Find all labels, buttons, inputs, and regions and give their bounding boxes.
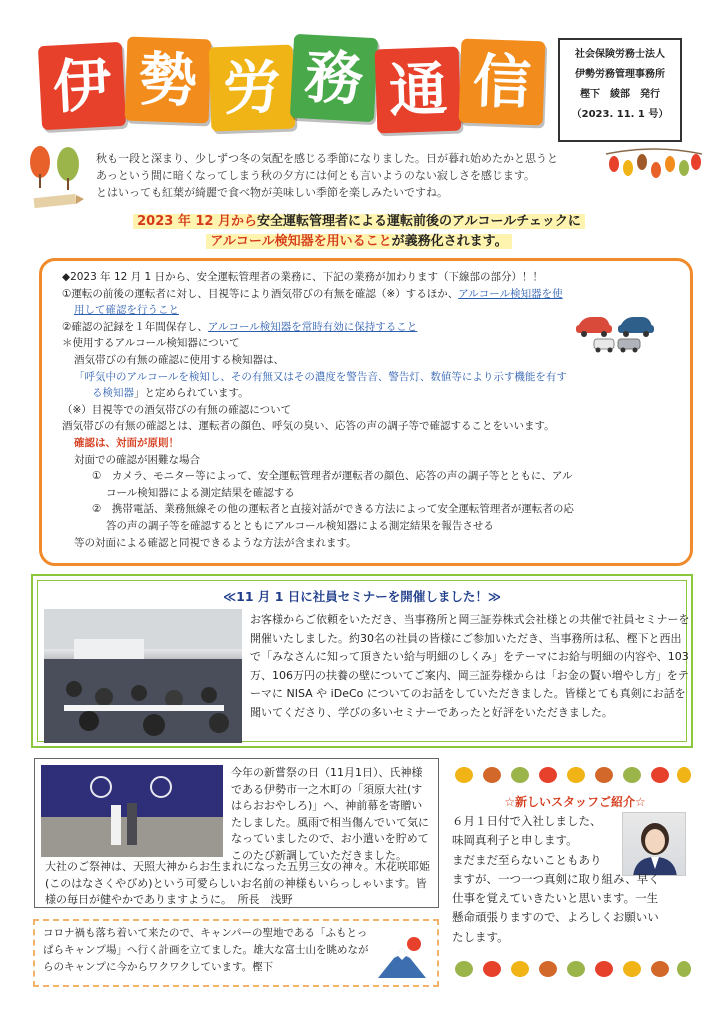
title-char-2: 勢 xyxy=(125,37,212,124)
notice-line: る検知器」と定められています。 xyxy=(92,387,249,400)
intro-line-2: あっという間に暗くなってしまう秋の夕方には何とも言いようのない寂しさを感じます。 xyxy=(96,169,536,182)
notice-line: ＊使用するアルコール検知器について xyxy=(62,337,240,350)
shrine-photo xyxy=(41,765,223,857)
staff-line: まだまだ至らないこともあり xyxy=(452,852,602,867)
car-icon xyxy=(574,311,656,355)
leaf-row-bottom-icon xyxy=(452,958,692,980)
notice-face-to-face: 確認は、対面が原則！ xyxy=(74,436,179,449)
headline-line2: が義務化されます。 xyxy=(391,234,508,249)
new-staff-title: ☆新しいスタッフご紹介☆ xyxy=(504,795,646,809)
notice-line: 用して確認を行うこと xyxy=(74,304,179,317)
notice-line: ① カメラ、モニター等によって、安全運転管理者が運転者の顔色、応答の声の調子等とともに、アル xyxy=(92,470,573,483)
seminar-photo-image xyxy=(44,609,242,743)
headline-emphasis: アルコール検知器を用いること xyxy=(210,234,392,249)
crayon-icon xyxy=(30,190,84,212)
notice-line: 等の対面による確認と同視できるような方法が含まれます。 xyxy=(74,536,357,549)
shrine-section xyxy=(34,758,439,908)
publisher-box xyxy=(558,38,682,142)
staff-line: たします。 xyxy=(452,929,509,944)
title-char-3: 労 xyxy=(209,45,296,132)
intro-line-3: とはいっても紅葉が綺麗で食べ物が美味しい季節を楽しみたいですね。 xyxy=(96,186,448,199)
autumn-tree-icon xyxy=(24,140,88,196)
staff-line: 懸命頑張りますので、よろしくお願いい xyxy=(452,910,659,925)
leaf-row-top-icon xyxy=(452,764,692,786)
mount-fuji-icon xyxy=(374,934,430,980)
headline-date: 2023 年 12 月から xyxy=(137,214,257,229)
notice-line: 対面での確認が困難な場合 xyxy=(74,453,200,466)
intro-text xyxy=(96,150,612,201)
shrine-bottom-text: 大社のご祭神は、天照大神からお生まれになった五男三女の神々。木花咲耶姫(このはなさくやびめ)という可愛らしいお名前の神様もいらっしゃいます。皆様の毎日が健やかでありますように。 所長 浅野 xyxy=(45,860,430,906)
camp-text: コロナ禍も落ち着いて来たので、キャンパーの聖地である「ふもとっぱらキャンプ場」へ行く計画を立てました。雄大な富士山を眺めながらのキャンプに今からワクワクしています。樫下 xyxy=(43,927,369,973)
notice-line: 酒気帯びの有無の確認に使用する検知器は、 xyxy=(74,353,284,366)
publisher-line3: 樫下 綾部 発行 xyxy=(580,89,660,100)
notice-line: （※）目視等での酒気帯びの有無の確認について xyxy=(62,403,292,416)
alcohol-check-notice xyxy=(39,258,693,566)
staff-line: ６月１日付で入社しました、 xyxy=(452,814,602,828)
notice-line: 答の声の調子等を確認するとともにアルコール検知器による測定結果を報告させる xyxy=(106,519,494,532)
notice-line: 酒気帯びの有無の確認とは、運転者の顔色、呼気の臭い、応答の声の調子等で確認することをいいます。 xyxy=(62,420,555,433)
publisher-line1: 社会保険労務士法人 xyxy=(575,49,665,60)
staff-line: ますが、一つ一つ真剣に取り組み、早く xyxy=(452,871,660,886)
title-char-4: 務 xyxy=(290,34,378,122)
notice-line: ② 携帯電話、業務無線その他の運転者と直接対話ができる方法によって安全運転管理者が運転者の応 xyxy=(92,503,574,516)
publisher-line2: 伊勢労務管理事務所 xyxy=(575,69,665,80)
staff-line: 味岡真利子と申します。 xyxy=(452,833,578,848)
notice-line: ②確認の記録を１年間保存し、アルコール検知器を常時有効に保持すること xyxy=(62,320,418,333)
title-char-1: 伊 xyxy=(38,42,126,130)
seminar-section xyxy=(31,574,693,748)
seminar-body: お客様からご依頼をいただき、当事務所と岡三証券株式会社様との共催で社員セミナーを開催いたしました。約30名の社員の皆様にご参加いただき、当事務所は私、樫下と西出で「みなさんに知って頂きたい給与明細のしくみ」をテーマにお給与明細の内容や、103万、106万円の扶養の壁についてご案内、岡三証券様からは「お金の賢い増やし方」をテーマに NISA や iDeCo についてのお話をしていただきました。皆様とても真剣にお話を聞いてくださり、学びの多いセミナーであったと好評をいただきました。 xyxy=(250,613,690,719)
leaf-garland-icon xyxy=(604,146,704,192)
issue-number: （2023. 11. 1 号） xyxy=(571,109,669,120)
notice-line: コール検知器による測定結果を確認する xyxy=(106,486,295,499)
alcohol-check-headline xyxy=(104,212,614,252)
shrine-text: 今年の新嘗祭の日（11月1日）、氏神様である伊勢市一之木町の「須原大社(すはらおおやしろ)」へ、神前幕を寄贈いたしました。風雨で相当傷んでいて気になっていましたので、お小遣いを貯めてこのたび新調していただきました。 xyxy=(231,766,429,862)
title-char-6: 信 xyxy=(459,39,546,126)
title-char-5: 通 xyxy=(375,47,462,134)
notice-line: 「呼気中のアルコールを検知し、その有無又はその濃度を警告音、警告灯、数値等により示す機能を有す xyxy=(74,370,567,383)
notice-line: ◆2023 年 12 月 1 日から、安全運転管理者の業務に、下記の業務が加わります（下線部の部分）！！ xyxy=(62,271,544,283)
seminar-photo xyxy=(44,609,242,743)
staff-intro-text xyxy=(452,812,692,947)
staff-line: 仕事を覚えていきたいと思います。一生 xyxy=(452,891,659,906)
shrine-photo-image xyxy=(41,765,223,857)
seminar-title: ≪11 月 1 日に社員セミナーを開催しました！≫ xyxy=(223,589,501,604)
intro-line-1: 秋も一段と深まり、少しずつ冬の気配を感じる季節になりました。日が暮れ始めたかと思うと xyxy=(96,152,558,165)
notice-line: ①運転の前後の運転者に対し、目視等により酒気帯びの有無を確認（※）するほか、アルコール検知器を使 xyxy=(62,287,563,300)
headline-line1: 安全運転管理者による運転前後のアルコールチェックに xyxy=(257,214,581,229)
